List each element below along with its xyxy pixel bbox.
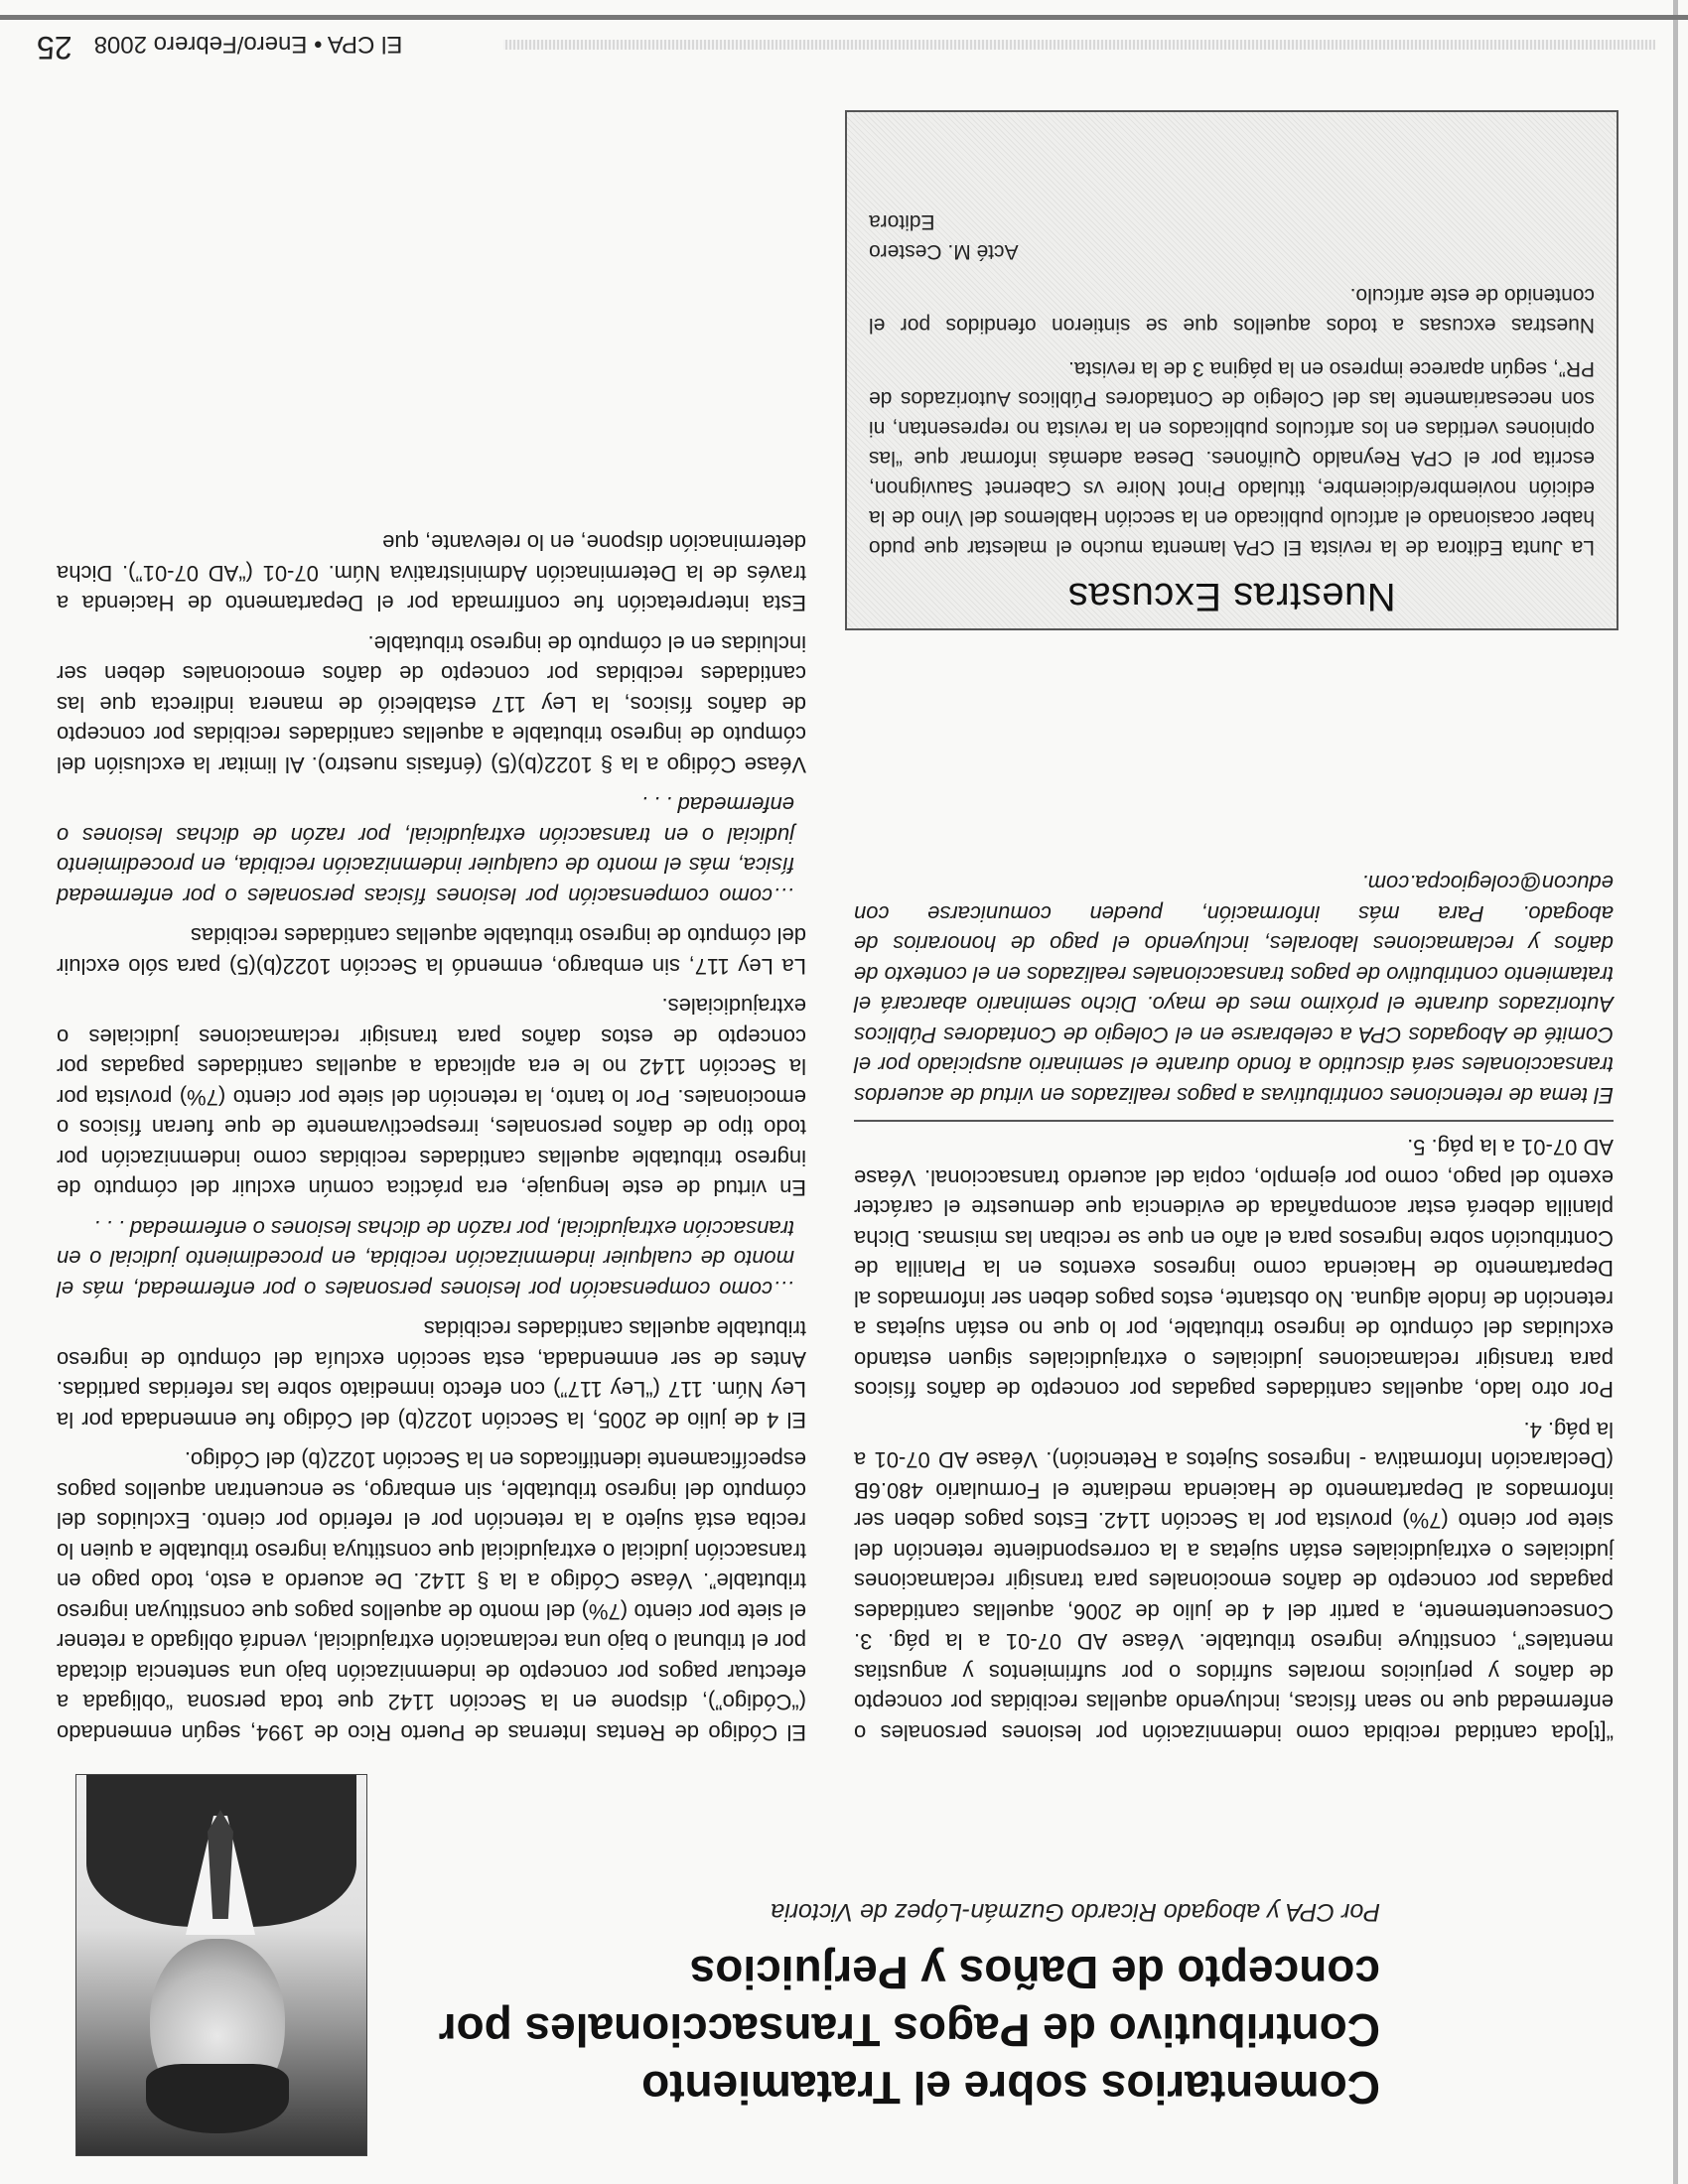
article-paragraph: Esta interpretación fue confirmada por el Departamento de Hacienda a través de la Determinación Administrativa Núm. 07-01 (“AD 07-01”). Dicha determinación dispone, en lo relevante, que — [57, 530, 806, 616]
apology-signature: Acté M. Cestero — [869, 240, 1019, 263]
article-paragraph: La Ley 117, sin embargo, enmendó la Sección 1022(b)(5) para sólo excluir del cómputo de ingreso tributable aquellas cantidades recibidas — [57, 923, 806, 979]
article-paragraph: “[t]oda cantidad recibida como indemnización por lesiones personales o enfermedad que no sean físicas, incluyendo aquellas recibidas por concepto de daños y perjuicios morales sufridos o por sufrimientos y angustias mentales”, constituye ingreso tributable. Véase AD 07-01 a la pág. 3. Consecuentemente, a partir del 4 de julio de 2006, aquellas cantidades pagadas por concepto de daños emocionales para transigir reclamaciones judiciales o extrajudiciales están sujetas a la correspondiente retención del siete por ciento (7%) provista por la Sección 1142. Estos pagos deben ser informados al Departamento de Hacienda mediante el Formulario 480.6B (Declaración Informativa - Ingresos Sujetos a Retención). Véase AD 07-01 a la pág. 4. — [854, 1418, 1614, 1745]
apology-paragraph: La Junta Editora de la revista El CPA lamenta mucho el malestar que pudo haber ocasionado el artículo publicado en la sección Hablemos del Vino de la edición noviembre/diciembre, titulado Pinot Noire vs Cabernet Sauvignon, escrita por el CPA Reynaldo Quiñones. Desea además informar que “las opiniones vertidas en los artículos publicados en la revista no representan, ni son necesariamente las del Colegio de Contadores Públicos Autorizados de PR”, según aparece impreso en la página 3 de la revista. — [869, 357, 1595, 559]
article-paragraph: El 4 de julio de 2005, la Sección 1022(b) del Código fue enmendada por la Ley Núm. 117 (“Ley 117”) con efecto inmediato sobre las referidas partidas. Antes de ser enmendada, esta sección excluía del cómputo de ingreso tributable aquellas cantidades recibidas — [57, 1316, 806, 1433]
note-divider — [854, 1120, 1614, 1122]
seminar-note: El tema de retenciones contributivas a pagos realizados en virtud de acuerdos transaccionales será discutido a fondo durante el seminario auspiciado por el Comité de Abogados CPA a celebrarse en el Colegio de Contadores Públicos Autorizados durante el próximo mes de mayo. Dicho seminario abarcará el tratamiento contributivo de pagos transaccionales realizados en el contexto de daños y reclamaciones laborales, incluyendo el pago de honorarios de abogado. Para más información, pueden comunicarse con educon@colegiocpa.com. — [854, 871, 1614, 1108]
article-header — [387, 1897, 1380, 2116]
footer-bar — [503, 40, 1655, 50]
article-paragraph: El Código de Rentas Internas de Puerto Rico de 1994, según enmendado (“Código”), dispone en la Sección 1142 que toda persona “obligada a efectuar pagos por concepto de indemnización bajo una sentencia dictada por el tribunal o bajo una reclamación extrajudicial, vendrá obligado a retener el siete por ciento (7%) del monto de aquellos pagos que constituyan ingreso tributable”. Véase Código a la § 1142. De acuerdo a esto, todo pago en transacción judicial o extrajudicial que constituya ingreso tributable a quien lo reciba está sujeto a la retención por el referido por ciento. Excluidos del cómputo del ingreso tributable, sin embargo, se encuentran aquellos pagos específicamente identificados en la Sección 1022(b) del Código. — [57, 1447, 806, 1745]
author-photo-hair — [146, 2064, 289, 2133]
article-quote: …como compensación por lesiones físicas personales o por enfermedad física, más el monto de cualquier indemnización recibida, en procedimiento judicial o en transacción extrajudicial, por razón de dichas lesiones o enfermedad . . . — [57, 792, 794, 908]
apology-title: Nuestras Excusas — [1067, 575, 1396, 618]
article-quote: …como compensación por lesiones personales o por enfermedad, más el monto de cualquier indemnización recibida, en procedimiento judicial o en transacción extrajudicial, por razón de dichas lesiones o enfermedad . . . — [57, 1216, 794, 1301]
apology-closing: Nuestras excusas a todos aquellos que se sintieron ofendidos por el contenido de este artículo. — [869, 284, 1595, 337]
apology-box — [845, 110, 1618, 630]
article-paragraph: Por otro lado, aquellas cantidades pagadas por concepto de daños físicos para transigir reclamaciones judiciales o extrajudiciales siguen estando excluidas del cómputo de ingreso tributable, por lo que no están sujetas a retención de índole alguna. No obstante, estos pagos deben ser informados al Departamento de Hacienda como ingresos exentos en la Planilla de Contribución sobre Ingresos para el año en que se reciban las mismas. Dicha planilla deberá estar acompañada de evidencia que demuestre el carácter exento del pago, como por ejemplo, copia del acuerdo transaccional. Véase AD 07-01 a la pág. 5. — [854, 1135, 1614, 1403]
article-byline: Por CPA y abogado Ricardo Guzmán-López de Victoria — [771, 1898, 1380, 1926]
apology-text — [847, 206, 1617, 562]
sheet-edge — [1673, 0, 1678, 2184]
article-title: Comentarios sobre el Tratamiento Contributivo de Pagos Transaccionales por concepto de Daños y Perjuicios — [438, 1947, 1380, 2114]
sheet-edge-bottom — [0, 15, 1688, 20]
footer-text — [37, 29, 402, 66]
article-paragraph: En virtud de este lenguaje, era práctica común excluir del cómputo de ingreso tributable aquellas cantidades recibidas como indemnización por todo tipo de daños personales, irrespectivamente de que fueran físicos o emocionales. Por lo tanto, la retención del siete por ciento (7%) provista por la Sección 1142 no le era aplicada a aquellas cantidades pagadas por concepto de estos daños para transigir reclamaciones judiciales o extrajudiciales. — [57, 994, 806, 1201]
page-footer — [37, 28, 1655, 68]
article-paragraph: Véase Código a la § 1022(b)(5) (énfasis nuestro). Al limitar la exclusión del cómputo de ingreso tributable a aquellas cantidades recibidas por concepto de daños físicos, la Ley 117 estableció de manera indirecta que las cantidades recibidas por concepto de daños emocionales deben ser incluidas en el cómputo de ingreso tributable. — [57, 631, 806, 777]
article-column-right — [854, 858, 1614, 1747]
apology-signature-role: Editora — [869, 210, 935, 233]
page-number: 25 — [37, 30, 72, 66]
footer-publication: El CPA • Enero/Febrero 2008 — [93, 31, 403, 58]
article-column-left — [57, 517, 806, 1747]
author-photo — [75, 1774, 367, 2156]
